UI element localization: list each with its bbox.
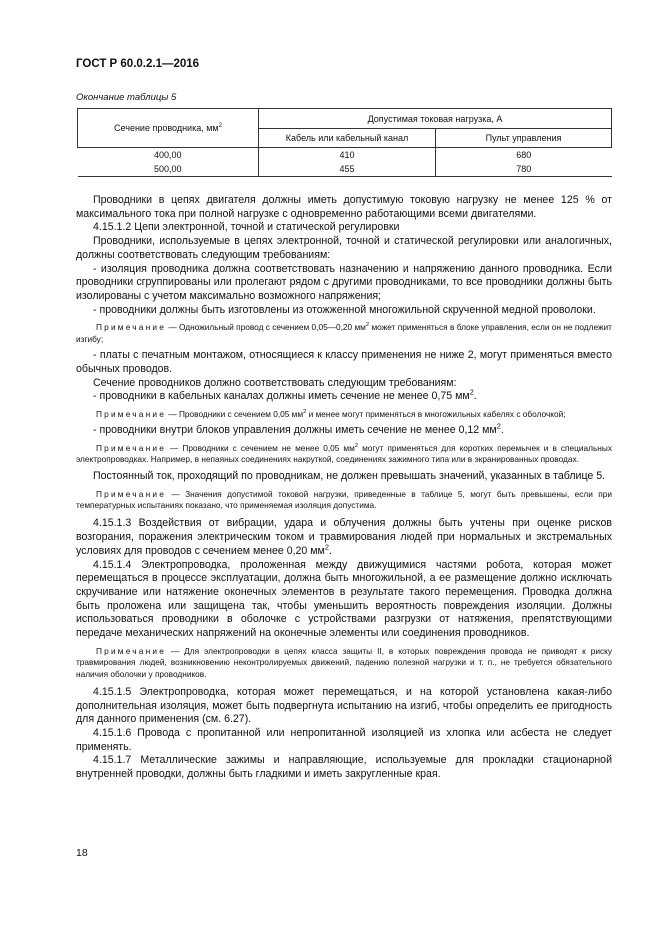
paragraph: 4.15.1.4 Электропроводка, проложенная между движущимися частями робота, которая может перемещаться в процессе эксплуатации, должна быть многожильной, а ее размещение должно исключать скручивание или натяжение оконечных элементов в результате такого перемещения. Проводка должна быть проложена или защищена так, чтобы уменьшить вероятность повреждения изоляции. Должны использоваться проводники в оболочке с устройствами разгрузки от натяжения, препятствующими передаче механических напряжений на оконечные элементы или соединения проводников. bbox=[76, 558, 612, 640]
col-cross-section-header: Сечение проводника, $мм^2$ bbox=[78, 109, 259, 148]
paragraph: Постоянный ток, проходящий по проводникам, не должен превышать значений, указанных в таблице 5. bbox=[93, 469, 606, 482]
current-capacity-table bbox=[77, 108, 612, 177]
list-item: - платы с печатным монтажом, относящиеся к классу применения не ниже 2, могут применяться вместо обычных проводов. bbox=[76, 349, 612, 375]
table-cell: 680 bbox=[436, 148, 612, 163]
table-row bbox=[78, 148, 612, 163]
list-item: - проводники внутри блоков управления должны иметь сечение не менее 0,12 $мм^2$. bbox=[93, 421, 504, 437]
body-text bbox=[76, 194, 612, 782]
standard-header: ГОСТ Р 60.0.2.1—2016 bbox=[76, 58, 200, 70]
group-header: Допустимая токовая нагрузка, А bbox=[259, 109, 612, 129]
paragraph: 4.15.1.3 Воздействия от вибрации, удара и облучения должны быть учтены при оценке рисков возгорания, поражения электрическим током и травмирования людей при нормальных и экстремальных условиях для проводов с сечением менее 0,20 $мм^2$. bbox=[76, 517, 612, 557]
table-cell: 455 bbox=[259, 162, 436, 177]
note: Примечание — Для электропроводки в цепях класса защиты II, в которых повреждения провода не приводят к риску травмирования людей, возникновению неконтролируемых движений, падению полезной нагрузки и т. п., не требуется обязательного наличия оболочки у проводников. bbox=[76, 645, 612, 679]
table-cell: 500,00 bbox=[78, 162, 259, 177]
list-item: - изоляция проводника должна соответствовать назначению и напряжению данного проводника. Если проводники сгруппированы или пролегают рядом с другими проводниками, то все проводники должны быть изолированы с учетом максимально возможного напряжения; bbox=[76, 262, 612, 302]
paragraph: Сечение проводников должно соответствовать следующим требованиям: bbox=[93, 376, 457, 389]
table-cell: 400,00 bbox=[153, 150, 182, 160]
col-cable-header: Кабель или кабельный канал bbox=[259, 129, 436, 148]
note: Примечание — Одножильный провод с сечением 0,05—0,20 $мм^2$ может применяться в блоке управления, если он не подлежит изгибу; bbox=[76, 322, 612, 344]
note: Примечание — Проводники с сечением 0,05 $мм^2$ и менее могут применяться в многожильных кабелях с оболочкой; bbox=[96, 408, 566, 419]
paragraph: Проводники, используемые в цепях электронной, точной и статической регулировки или аналогичных, должны соответствовать следующим требованиям: bbox=[76, 235, 612, 261]
table-caption: Окончание таблицы 5 bbox=[76, 92, 177, 103]
list-item: - проводники в кабельных каналах должны иметь сечение не менее 0,75 $мм^2$. bbox=[93, 387, 477, 403]
col-panel-header: Пульт управления bbox=[436, 129, 612, 148]
list-item: - проводники должны быть изготовлены из отожженной многожильной скрученной медной проволоки. bbox=[93, 303, 596, 316]
table-cell: 780 bbox=[436, 162, 612, 177]
section-heading: 4.15.1.2 Цепи электронной, точной и статической регулировки bbox=[93, 221, 400, 234]
paragraph: Проводники в цепях двигателя должны иметь допустимую токовую нагрузку не менее 125 % от максимального тока при полной нагрузке с одновременно работающими всеми двигателями. bbox=[76, 194, 612, 220]
paragraph: 4.15.1.6 Провода с пропитанной или непропитанной изоляцией из хлопка или асбеста не следует применять. bbox=[76, 727, 612, 753]
table-row bbox=[78, 162, 612, 177]
table-cell: 410 bbox=[259, 148, 436, 163]
note: Примечание — Проводники с сечением не менее 0,05 $мм^2$ могут применяться для коротких перемычек и в специальных электропроводках. Например, в непаяных соединениях накруткой, соединениях зажимного типа или в экранированных проводах. bbox=[76, 443, 612, 465]
note: Примечание — Значения допустимой токовой нагрузки, приведенные в таблице 5, могут быть превышены, если при температурных испытаниях показано, что применяемая изоляция допустима. bbox=[76, 488, 612, 510]
page-number: 18 bbox=[76, 847, 88, 859]
paragraph: 4.15.1.7 Металлические зажимы и направляющие, используемые для прокладки стационарной внутренней проводки, должны быть гладкими и иметь закругленные края. bbox=[76, 754, 612, 781]
paragraph: 4.15.1.5 Электропроводка, которая может перемещаться, и на которой установлена какая-либо дополнительная изоляция, может быть подвергнута испытанию на изгиб, чтобы определить ее пригодность для данного применения (см. 6.27). bbox=[76, 685, 612, 726]
